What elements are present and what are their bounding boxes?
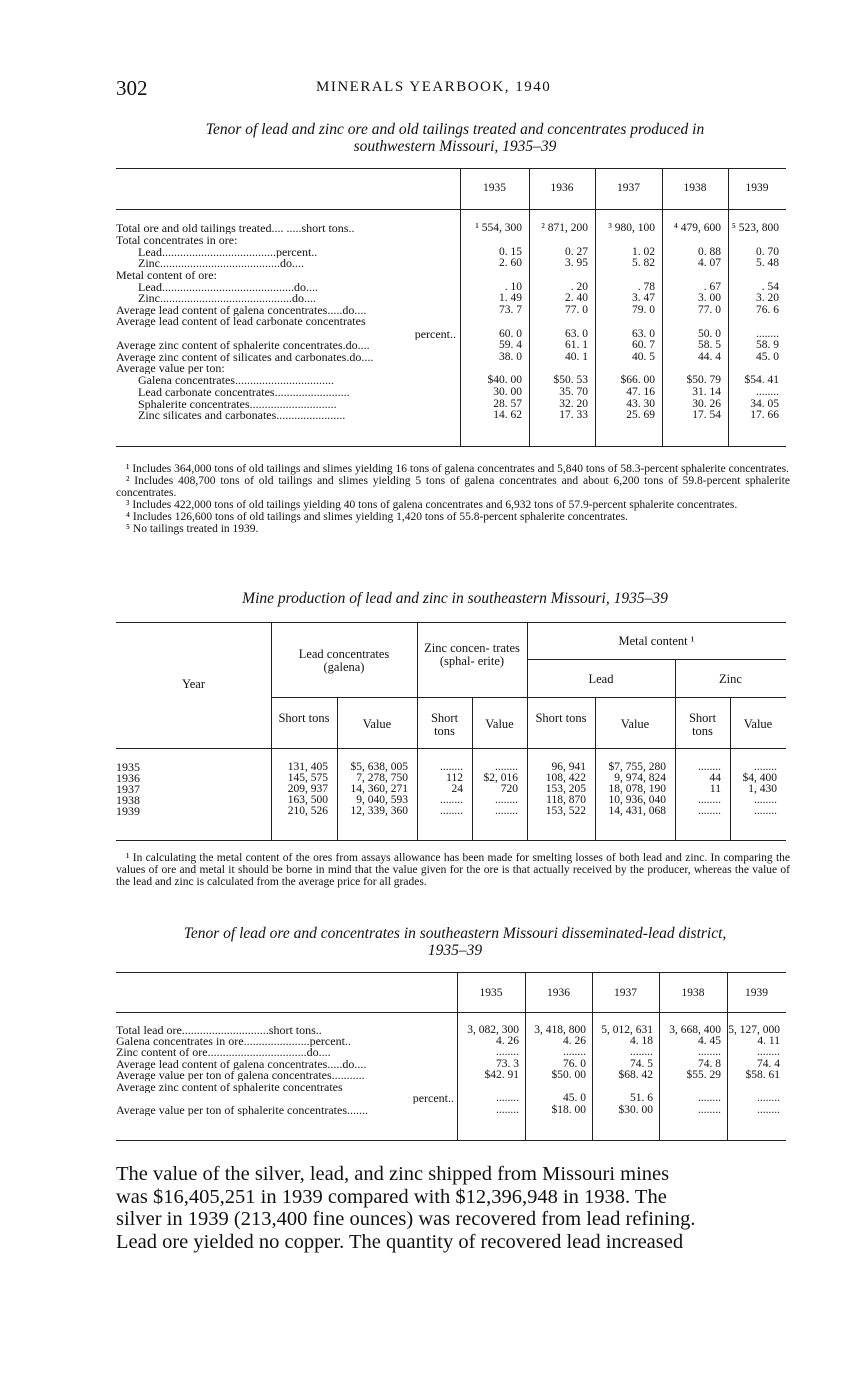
table-cell: 9, 040, 593 [356,794,408,806]
table-cell: 131, 405 [287,761,328,773]
table1 [116,168,786,446]
row-label: Average lead content of lead carbonate concentrates [116,316,366,327]
year-label: 1935 [116,762,140,773]
table-cell: 74. 4 [757,1058,780,1070]
table-cell: ........ [495,805,518,817]
header-value: Value [485,717,514,731]
table-cell: 145, 575 [287,772,328,784]
footnote: ⁵ No tailings treated in 1939. [126,523,259,535]
table2 [116,622,786,840]
table-cell: $2, 016 [483,772,518,784]
table-cell: 3. 00 [698,292,721,304]
row-label: Average value per ton of galena concentrates........... [116,1070,365,1081]
year-header: 1935 [483,182,506,194]
table-cell: 58. 9 [756,339,779,351]
row-label: Sphalerite concentrates............................. [138,399,337,410]
table-cell: 60. 0 [499,328,522,340]
table-cell: ........ [698,1104,721,1116]
paragraph-line: The value of the silver, lead, and zinc shipped from Missouri mines [116,1163,670,1185]
table-cell: 3. 47 [632,292,655,304]
table-cell: 50. 0 [698,328,721,340]
table-cell: 77. 0 [565,304,588,316]
table-cell: . 20 [570,281,588,293]
table-cell: 12, 339, 360 [350,805,408,817]
row-label: Zinc............................................do.... [138,293,316,304]
table-cell: $40. 00 [487,374,522,386]
footnote: ¹ In calculating the metal content of the ores from assays allowance has been made for smelting losses of both lead and zinc. In comparing the values of ore and metal it should be borne in mind that the value given for the ore is that actually received by the producer, whereas the value of the lead and zinc is calculated from the average price for all grades. [116,852,790,888]
table-cell: $50. 79 [686,374,721,386]
table-cell: ........ [698,794,721,806]
table-cell: ........ [630,1046,653,1058]
table-cell: 63. 0 [565,328,588,340]
row-label: Average lead content of galena concentrates.....do.... [116,1059,367,1070]
row-label: Zinc content of ore.................................do.... [116,1047,331,1058]
table-cell: ⁵ 523, 800 [731,222,779,234]
table-cell: ........ [698,761,721,773]
table-cell: $42. 91 [484,1069,519,1081]
table-cell: 51. 6 [630,1092,653,1104]
table-cell: 40. 5 [632,351,655,363]
header-short-tons: Short tons [278,711,330,725]
table2-title: Mine production of lead and zinc in southeastern Missouri, 1935–39 [242,590,668,607]
table-cell: 0. 88 [698,246,721,258]
table-cell: ........ [757,1046,780,1058]
table1-footnotes [116,463,790,535]
table-cell: 17. 66 [750,409,779,421]
table-cell: 3, 668, 400 [669,1024,721,1036]
table-cell: 63. 0 [632,328,655,340]
header-value: Value [362,717,392,731]
table-cell: ........ [757,1104,780,1116]
year-header: 1939 [745,182,769,194]
table-cell: 153, 205 [545,783,586,795]
table-cell: . 54 [761,281,779,293]
row-label: Metal content of ore: [116,270,217,281]
table-cell: 44. 4 [698,351,721,363]
header-metal-content: Metal content ¹ [618,634,695,648]
row-label: Average zinc content of sphalerite concentrates.do.... [116,340,370,351]
table-cell: 118, 870 [546,794,586,806]
table-cell: ² 871, 200 [541,222,588,234]
table-cell: $54. 41 [744,374,779,386]
table-cell: 3, 082, 300 [467,1024,519,1036]
table-cell: $30. 00 [618,1104,653,1116]
table-cell: $5, 638, 005 [350,761,408,773]
table-cell: 47. 16 [626,386,655,398]
year-header: 1938 [681,987,705,999]
header-short-tons: Short tons [430,711,459,738]
row-label: Average lead content of galena concentrates.....do.... [116,305,367,316]
row-label: Average value per ton of sphalerite concentrates....... [116,1105,368,1116]
table-cell: $68. 42 [618,1069,653,1081]
table-cell: ........ [756,386,779,398]
table-cell: ........ [757,1092,780,1104]
page-number: 302 [116,76,148,100]
table3 [116,972,786,1140]
year-header: 1937 [617,182,640,194]
footnote: ¹ Includes 364,000 tons of old tailings and slimes yielding 16 tons of galena concentrates and 5,840 tons of 58.3-percent sphalerite concentrates. [126,463,789,475]
table3-title: Tenor of lead ore and concentrates in southeastern Missouri disseminated-lead district, 1935–39 [183,925,727,959]
table-cell: . 10 [504,281,522,293]
table-cell: ........ [496,1104,519,1116]
row-label: Total ore and old tailings treated.... .....short tons.. [116,223,355,234]
table-cell: 209, 937 [287,783,328,795]
header-zinc-concentrates: Zinc concen- trates (sphal- erite) [424,641,520,668]
table-cell: 30. 26 [692,398,721,410]
row-label: Zinc silicates and carbonates....................... [138,410,346,421]
table-cell: ........ [495,761,518,773]
year-label: 1939 [116,806,140,817]
table-cell: 0. 15 [499,246,522,258]
paragraph-line: silver in 1939 (213,400 fine ounces) was recovered from lead refining. [116,1208,696,1230]
table-cell: 3. 20 [756,292,779,304]
header-short-tons: Short tons [688,711,717,738]
row-label: Average value per ton: [116,363,225,374]
table-cell: 14, 431, 068 [608,805,666,817]
table-cell: 24 [451,783,463,795]
body-paragraph [116,1163,786,1253]
table-cell: 163, 500 [287,794,328,806]
table-cell: ........ [440,794,463,806]
table-cell: 14, 360, 271 [350,783,408,795]
table1-title: Tenor of lead and zinc ore and old tailings treated and concentrates produced in southwestern Missouri, 1935–39 [205,121,705,155]
table-cell: 58. 5 [698,339,721,351]
table-cell: ³ 980, 100 [608,222,655,234]
table-cell: 1. 49 [499,292,522,304]
table-cell: ........ [563,1046,586,1058]
table-cell: $50. 53 [553,374,588,386]
row-label: Total lead ore.............................short tons.. [116,1025,322,1036]
table-cell: 43. 30 [626,398,655,410]
table-cell: 4. 26 [563,1035,586,1047]
table-cell: ........ [698,1046,721,1058]
table-cell: 10, 936, 040 [608,794,666,806]
table-cell: 3. 95 [565,257,588,269]
table-cell: $55. 29 [686,1069,721,1081]
table-cell: 210, 526 [287,805,328,817]
table-cell: 59. 4 [499,339,522,351]
table-cell: 74. 8 [698,1058,721,1070]
table-cell: 73. 3 [496,1058,519,1070]
year-label: 1938 [116,795,140,806]
table-cell: 5. 82 [632,257,655,269]
table-cell: 4. 26 [496,1035,519,1047]
table-cell: ........ [496,1092,519,1104]
row-label: Lead......................................percent.. [138,247,318,258]
header-lead: Lead [588,672,614,686]
running-title: MINERALS YEARBOOK, 1940 [316,79,552,95]
table-cell: 9, 974, 824 [614,772,666,784]
table-cell: ........ [496,1046,519,1058]
table-cell: 0. 27 [565,246,588,258]
table-cell: 2. 40 [565,292,588,304]
table-cell: 108, 422 [545,772,586,784]
page-header [116,76,786,102]
table-cell: 79. 0 [632,304,655,316]
header-short-tons: Short tons [535,711,587,725]
table-cell: 77. 0 [698,304,721,316]
table-cell: ........ [698,1092,721,1104]
table-cell: 4. 07 [698,257,721,269]
footnote: ³ Includes 422,000 tons of old tailings yielding 40 tons of galena concentrates and 6,932 tons of 57.9-percent sphalerite concentrates. [126,499,738,511]
table-cell: 720 [500,783,518,795]
table-cell: $4, 400 [742,772,777,784]
table-cell: . 67 [703,281,721,293]
row-label: Total concentrates in ore: [116,235,238,246]
table-cell: $66. 00 [620,374,655,386]
year-header: 1938 [683,182,707,194]
table-cell: 7, 278, 750 [356,772,408,784]
header-zinc: Zinc [719,672,742,686]
table-cell: 1, 430 [748,783,777,795]
year-label: 1937 [116,784,140,795]
table-cell: ........ [698,805,721,817]
table-cell: ........ [440,805,463,817]
paragraph-line: Lead ore yielded no copper. The quantity of recovered lead increased [116,1230,684,1253]
table-cell: 34. 05 [750,398,779,410]
table-cell: 73. 7 [499,304,522,316]
table-cell: ........ [756,328,779,340]
table-cell: 30. 00 [493,386,522,398]
year-header: 1937 [614,987,637,999]
table-cell: ........ [495,794,518,806]
table-cell: 4. 18 [630,1035,653,1047]
table-cell: 60. 7 [632,339,655,351]
table-cell: 45. 0 [756,351,779,363]
year-header: 1935 [479,987,503,999]
row-label: Lead carbonate concentrates......................... [138,387,350,398]
table-cell: 74. 5 [630,1058,653,1070]
table-cell: 76. 0 [563,1058,586,1070]
table-cell: 11 [709,783,721,795]
table-cell: 5. 48 [756,257,779,269]
year-header: 1936 [547,987,570,999]
header-value: Value [743,717,773,731]
table-cell: 153, 522 [545,805,586,817]
row-label: percent.. [414,329,456,340]
table-cell: 28. 57 [493,398,522,410]
footnote: ⁴ Includes 126,600 tons of old tailings and slimes yielding 1,420 tons of 55.8-percent sphalerite concentrates. [126,511,628,523]
table-cell: $7, 755, 280 [608,761,666,773]
table-cell: ........ [754,794,777,806]
table-cell: 76. 6 [756,304,779,316]
row-label: Galena concentrates................................. [138,375,334,386]
footnote: ² Includes 408,700 tons of old tailings and slimes yielding 5 tons of galena concentrates and about 6,200 tons of 59.8-percent sphalerite concentrates. [116,475,790,499]
row-label: Average zinc content of silicates and carbonates.do.... [116,352,374,363]
header-lead-concentrates: Lead concentrates (galena) [298,647,390,674]
table-cell: 4. 45 [698,1035,721,1047]
table-cell: 3, 418, 800 [534,1024,586,1036]
table-cell: 2. 60 [499,257,522,269]
header-value: Value [620,717,650,731]
row-label: Zinc........................................do.... [138,258,304,269]
table-cell: 38. 0 [499,351,522,363]
table-cell: 61. 1 [565,339,588,351]
table-cell: 32. 20 [559,398,588,410]
table-cell: ........ [754,761,777,773]
table-cell: 17. 54 [692,409,721,421]
table-cell: ........ [440,761,463,773]
row-label: Galena concentrates in ore......................percent.. [116,1036,351,1047]
table-cell: ⁴ 479, 600 [673,222,721,234]
row-label: Lead............................................do.... [138,282,318,293]
header-year: Year [181,677,206,691]
table-cell: 0. 70 [756,246,779,258]
year-header: 1939 [745,987,768,999]
table-cell: . 78 [637,281,655,293]
table-cell: 17. 33 [559,409,588,421]
table-cell: 112 [446,772,463,784]
table-cell: 1. 02 [632,246,655,258]
table-cell: 96, 941 [551,761,586,773]
table-cell: 44 [709,772,721,784]
table-cell: 4. 11 [757,1035,780,1047]
table2-footnotes [116,852,790,888]
row-label: Average zinc content of sphalerite concentrates [116,1082,343,1093]
table-cell: $58. 61 [745,1069,780,1081]
year-header: 1936 [550,182,574,194]
table-cell: 45. 0 [563,1092,586,1104]
table-cell: ¹ 554, 300 [475,222,522,234]
table-cell: 14. 62 [493,409,522,421]
table-cell: 5, 127, 000 [728,1024,780,1036]
table-cell: ........ [754,805,777,817]
table-cell: 35. 70 [559,386,588,398]
table-cell: $18. 00 [551,1104,586,1116]
row-label: percent.. [412,1093,454,1104]
table-cell: 18, 078, 190 [608,783,666,795]
table-cell: $50. 00 [551,1069,586,1081]
table-cell: 25. 69 [626,409,655,421]
year-label: 1936 [116,773,140,784]
paragraph-line: was $16,405,251 in 1939 compared with $12,396,948 in 1938. The [116,1185,667,1208]
table-cell: 5, 012, 631 [601,1024,653,1036]
table-cell: 31. 14 [692,386,721,398]
table-cell: 40. 1 [565,351,588,363]
